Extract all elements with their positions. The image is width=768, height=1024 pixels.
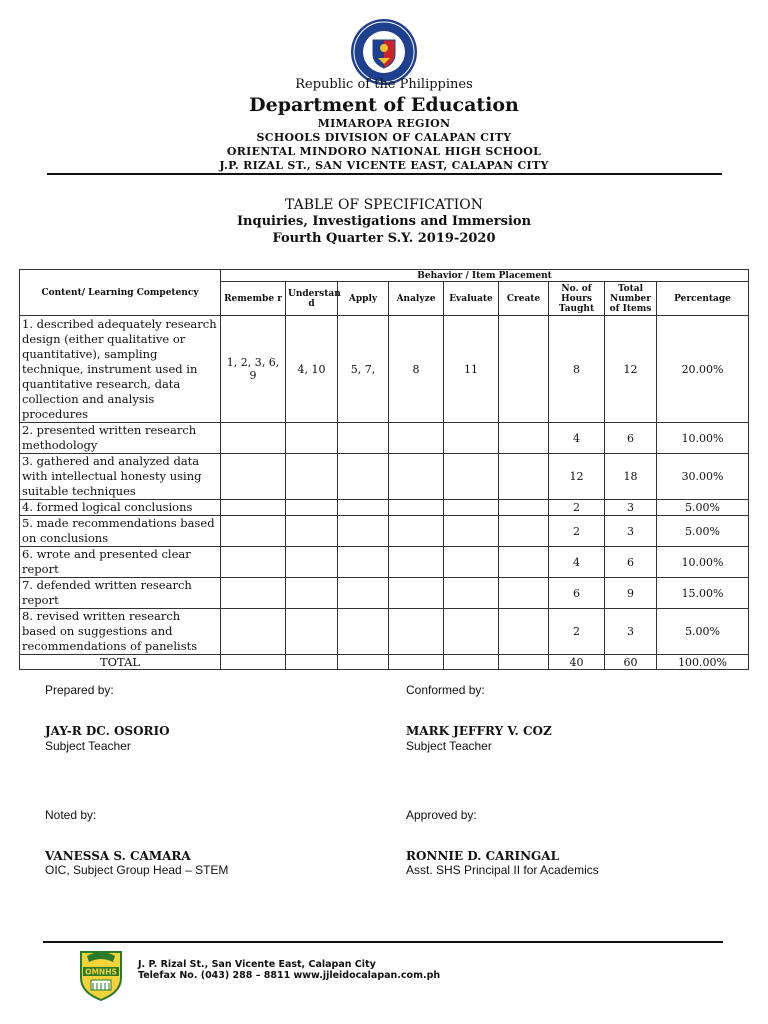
hours-cell: 8 [549, 316, 605, 423]
column-header-create: Create [499, 282, 549, 316]
footer-address: J. P. Rizal St., San Vicente East, Calapan City [138, 959, 376, 970]
create-cell [499, 578, 549, 609]
total-items: 60 [605, 655, 657, 670]
column-header-percentage: Percentage [657, 282, 749, 316]
understand-cell [286, 500, 338, 516]
competency-cell: 6. wrote and presented clear report [20, 547, 221, 578]
create-cell [499, 316, 549, 423]
column-header-analyze: Analyze [389, 282, 444, 316]
remember-cell [221, 516, 286, 547]
noted-by-label: Noted by: [45, 808, 97, 822]
analyze-cell [389, 578, 444, 609]
remember-cell [221, 454, 286, 500]
apply-cell [338, 423, 389, 454]
document-title: TABLE OF SPECIFICATION [285, 197, 483, 213]
apply-cell: 5, 7, [338, 316, 389, 423]
analyze-cell [389, 423, 444, 454]
analyze-cell [389, 547, 444, 578]
column-header-remember: Remembe r [221, 282, 286, 316]
evaluate-cell [444, 500, 499, 516]
create-cell [499, 500, 549, 516]
percentage-cell: 15.00% [657, 578, 749, 609]
understand-cell [286, 454, 338, 500]
table-row [20, 500, 749, 516]
apply-cell [338, 500, 389, 516]
republic-heading: Republic of the Philippines [295, 77, 473, 92]
analyze-cell [389, 454, 444, 500]
prepared-by-name: JAY-R DC. OSORIO [45, 724, 170, 738]
create-cell [499, 547, 549, 578]
total-row [20, 655, 749, 670]
hours-cell: 4 [549, 547, 605, 578]
prepared-by-label: Prepared by: [45, 683, 114, 697]
apply-cell [338, 454, 389, 500]
remember-cell [221, 547, 286, 578]
items-cell: 6 [605, 423, 657, 454]
hours-cell: 2 [549, 500, 605, 516]
apply-cell [338, 516, 389, 547]
apply-cell [338, 547, 389, 578]
table-row [20, 316, 749, 423]
competency-cell: 7. defended written research report [20, 578, 221, 609]
evaluate-cell [444, 547, 499, 578]
remember-cell: 1, 2, 3, 6, 9 [221, 316, 286, 423]
percentage-cell: 5.00% [657, 516, 749, 547]
evaluate-cell [444, 578, 499, 609]
column-header-items: Total Number of Items [605, 282, 657, 316]
specification-table [19, 269, 749, 670]
items-cell: 3 [605, 500, 657, 516]
competency-cell: 2. presented written research methodology [20, 423, 221, 454]
table-header-row [20, 270, 749, 282]
table-row [20, 609, 749, 655]
analyze-cell [389, 609, 444, 655]
noted-by-name: VANESSA S. CAMARA [45, 849, 191, 863]
total-label: TOTAL [20, 655, 221, 670]
remember-cell [221, 609, 286, 655]
competency-cell: 3. gathered and analyzed data with intellectual honesty using suitable techniques [20, 454, 221, 500]
competency-cell: 1. described adequately research design (either qualitative or quantitative), sampling technique, instrument used in quantitative research, data collection and analysis procedures [20, 316, 221, 423]
analyze-cell: 8 [389, 316, 444, 423]
conformed-by-name: MARK JEFFRY V. COZ [406, 724, 552, 738]
competency-cell: 4. formed logical conclusions [20, 500, 221, 516]
column-header-hours: No. of Hours Taught [549, 282, 605, 316]
understand-cell: 4, 10 [286, 316, 338, 423]
approved-by-name: RONNIE D. CARINGAL [406, 849, 560, 863]
noted-by-role: OIC, Subject Group Head – STEM [45, 863, 229, 877]
table-row [20, 423, 749, 454]
prepared-by-role: Subject Teacher [45, 739, 131, 753]
header-divider [47, 173, 722, 175]
footer-divider [43, 941, 723, 943]
region-heading: MIMAROPA REGION [317, 117, 451, 130]
total-hours: 40 [549, 655, 605, 670]
svg-text:OMNHS: OMNHS [85, 967, 117, 977]
understand-cell [286, 516, 338, 547]
percentage-cell: 5.00% [657, 500, 749, 516]
apply-cell [338, 609, 389, 655]
items-cell: 3 [605, 516, 657, 547]
understand-cell [286, 547, 338, 578]
department-heading: Department of Education [249, 94, 519, 116]
percentage-cell: 10.00% [657, 547, 749, 578]
create-cell [499, 423, 549, 454]
items-cell: 3 [605, 609, 657, 655]
column-header-apply: Apply [338, 282, 389, 316]
remember-cell [221, 578, 286, 609]
conformed-by-label: Conformed by: [406, 683, 485, 697]
items-cell: 9 [605, 578, 657, 609]
hours-cell: 2 [549, 609, 605, 655]
approved-by-role: Asst. SHS Principal II for Academics [406, 863, 599, 877]
evaluate-cell: 11 [444, 316, 499, 423]
evaluate-cell [444, 423, 499, 454]
create-cell [499, 609, 549, 655]
table-row [20, 454, 749, 500]
hours-cell: 4 [549, 423, 605, 454]
division-heading: SCHOOLS DIVISION OF CALAPAN CITY [256, 131, 512, 144]
evaluate-cell [444, 516, 499, 547]
hours-cell: 12 [549, 454, 605, 500]
items-cell: 12 [605, 316, 657, 423]
understand-cell [286, 578, 338, 609]
total-percentage: 100.00% [657, 655, 749, 670]
percentage-cell: 20.00% [657, 316, 749, 423]
percentage-cell: 10.00% [657, 423, 749, 454]
school-heading: ORIENTAL MINDORO NATIONAL HIGH SCHOOL [226, 145, 542, 158]
remember-cell [221, 500, 286, 516]
understand-cell [286, 609, 338, 655]
hours-cell: 2 [549, 516, 605, 547]
evaluate-cell [444, 454, 499, 500]
quarter-title: Fourth Quarter S.Y. 2019-2020 [272, 231, 496, 246]
analyze-cell [389, 500, 444, 516]
behavior-group-header: Behavior / Item Placement [221, 270, 749, 282]
approved-by-label: Approved by: [406, 808, 477, 822]
items-cell: 6 [605, 547, 657, 578]
understand-cell [286, 423, 338, 454]
omnhs-school-logo [73, 946, 129, 1002]
competency-cell: 5. made recommendations based on conclusions [20, 516, 221, 547]
evaluate-cell [444, 609, 499, 655]
deped-seal-logo [350, 18, 418, 86]
school-address: J.P. RIZAL ST., SAN VICENTE EAST, CALAPAN CITY [219, 159, 549, 172]
remember-cell [221, 423, 286, 454]
hours-cell: 6 [549, 578, 605, 609]
create-cell [499, 516, 549, 547]
competency-cell: 8. revised written research based on suggestions and recommendations of panelists [20, 609, 221, 655]
subject-title: Inquiries, Investigations and Immersion [236, 214, 532, 229]
footer-contact: Telefax No. (043) 288 – 8811 www.jjleidocalapan.com.ph [138, 970, 441, 981]
conformed-by-role: Subject Teacher [406, 739, 492, 753]
percentage-cell: 30.00% [657, 454, 749, 500]
column-header-evaluate: Evaluate [444, 282, 499, 316]
table-row [20, 547, 749, 578]
analyze-cell [389, 516, 444, 547]
table-row [20, 578, 749, 609]
table-row [20, 516, 749, 547]
apply-cell [338, 578, 389, 609]
items-cell: 18 [605, 454, 657, 500]
percentage-cell: 5.00% [657, 609, 749, 655]
create-cell [499, 454, 549, 500]
column-header-understand: Understan d [286, 282, 338, 316]
competency-column-header: Content/ Learning Competency [20, 270, 221, 316]
